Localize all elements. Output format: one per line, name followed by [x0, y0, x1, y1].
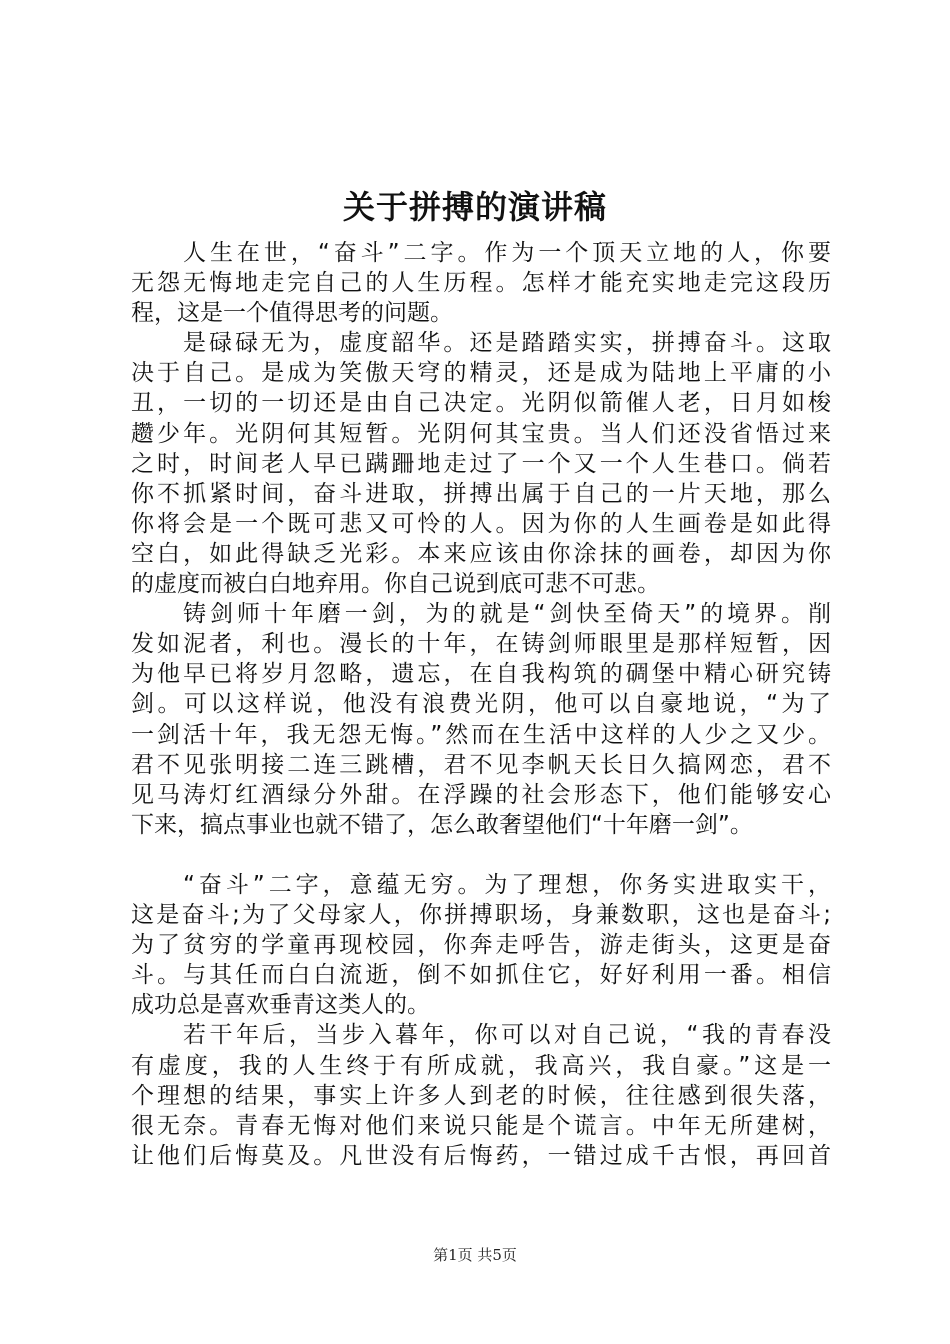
text-line: 人生在世，“奋斗”二字。作为一个顶天立地的人，你要	[183, 240, 831, 266]
text-line: 很无奈。青春无悔对他们来说只能是个谎言。中年无所建树，	[131, 1112, 831, 1139]
text-line: 决于自己。是成为笑傲天穹的精灵，还是成为陆地上平庸的小	[131, 360, 831, 387]
text-line: 你不抓紧时间，奋斗进取，拼搏出属于自己的一片天地，那么	[131, 480, 831, 507]
text-line: 之时，时间老人早已蹒跚地走过了一个又一个人生巷口。倘若	[131, 450, 831, 477]
text-line: 一剑活十年，我无怨无悔。”然而在生活中这样的人少之又少。	[131, 721, 831, 748]
page-number-footer: 第1页 共5页	[433, 1246, 517, 1264]
text-line: 成功总是喜欢垂青这类人的。	[131, 992, 430, 1019]
text-line: 个理想的结果，事实上许多人到老的时候，往往感到很失落，	[131, 1082, 831, 1109]
paragraph-gap	[131, 840, 831, 870]
text-line: 铸剑师十年磨一剑，为的就是“剑快至倚天”的境界。削	[183, 601, 831, 628]
text-line: 斗。与其任而白白流逝，倒不如抓住它，好好利用一番。相信	[131, 962, 831, 989]
text-line: 若干年后，当步入暮年，你可以对自己说，“我的青春没	[183, 1022, 831, 1049]
text-line: 是碌碌无为，虚度韶华。还是踏踏实实，拼搏奋斗。这取	[183, 330, 831, 357]
text-line: 君不见张明接二连三跳槽，君不见李帆天长日久搞网恋，君不	[131, 751, 831, 778]
text-line: “奋斗”二字，意蕴无穷。为了理想，你务实进取实干，	[183, 871, 831, 898]
text-line: 无怨无悔地走完自己的人生历程。怎样才能充实地走完这段历	[131, 270, 831, 297]
text-line: 有虚度，我的人生终于有所成就，我高兴，我自豪。”这是一	[131, 1052, 831, 1079]
text-line: 的虚度而被白白地弃用。你自己说到底可悲不可悲。	[131, 571, 660, 598]
text-line: 丑，一切的一切还是由自己决定。光阴似箭催人老，日月如梭	[131, 390, 831, 417]
document-body	[131, 238, 831, 1171]
text-line: 见马涛灯红酒绿分外甜。在浮躁的社会形态下，他们能够安心	[131, 781, 831, 808]
text-line: 这是奋斗;为了父母家人，你拼搏职场，身兼数职，这也是奋斗;	[131, 902, 831, 929]
text-line: 空白，如此得缺乏光彩。本来应该由你涂抹的画卷，却因为你	[131, 540, 831, 567]
text-line: 趱少年。光阴何其短暂。光阴何其宝贵。当人们还没省悟过来	[131, 420, 831, 447]
document-title: 关于拼搏的演讲稿	[342, 188, 607, 226]
text-line: 为了贫穷的学童再现校园，你奔走呼告，游走街头，这更是奋	[131, 932, 831, 959]
text-line: 你将会是一个既可悲又可怜的人。因为你的人生画卷是如此得	[131, 510, 831, 537]
text-line: 下来，搞点事业也就不错了，怎么敢奢望他们“十年磨一剑”。	[131, 811, 753, 838]
text-line: 发如泥者，利也。漫长的十年，在铸剑师眼里是那样短暂，因	[131, 631, 831, 658]
text-line: 剑。可以这样说，他没有浪费光阴，他可以自豪地说，“为了	[131, 691, 831, 718]
text-line: 让他们后悔莫及。凡世没有后悔药，一错过成千古恨，再回首	[131, 1142, 831, 1169]
text-line: 为他早已将岁月忽略，遗忘，在自我构筑的碉堡中精心研究铸	[131, 661, 831, 688]
text-line: 程，这是一个值得思考的问题。	[131, 300, 453, 327]
